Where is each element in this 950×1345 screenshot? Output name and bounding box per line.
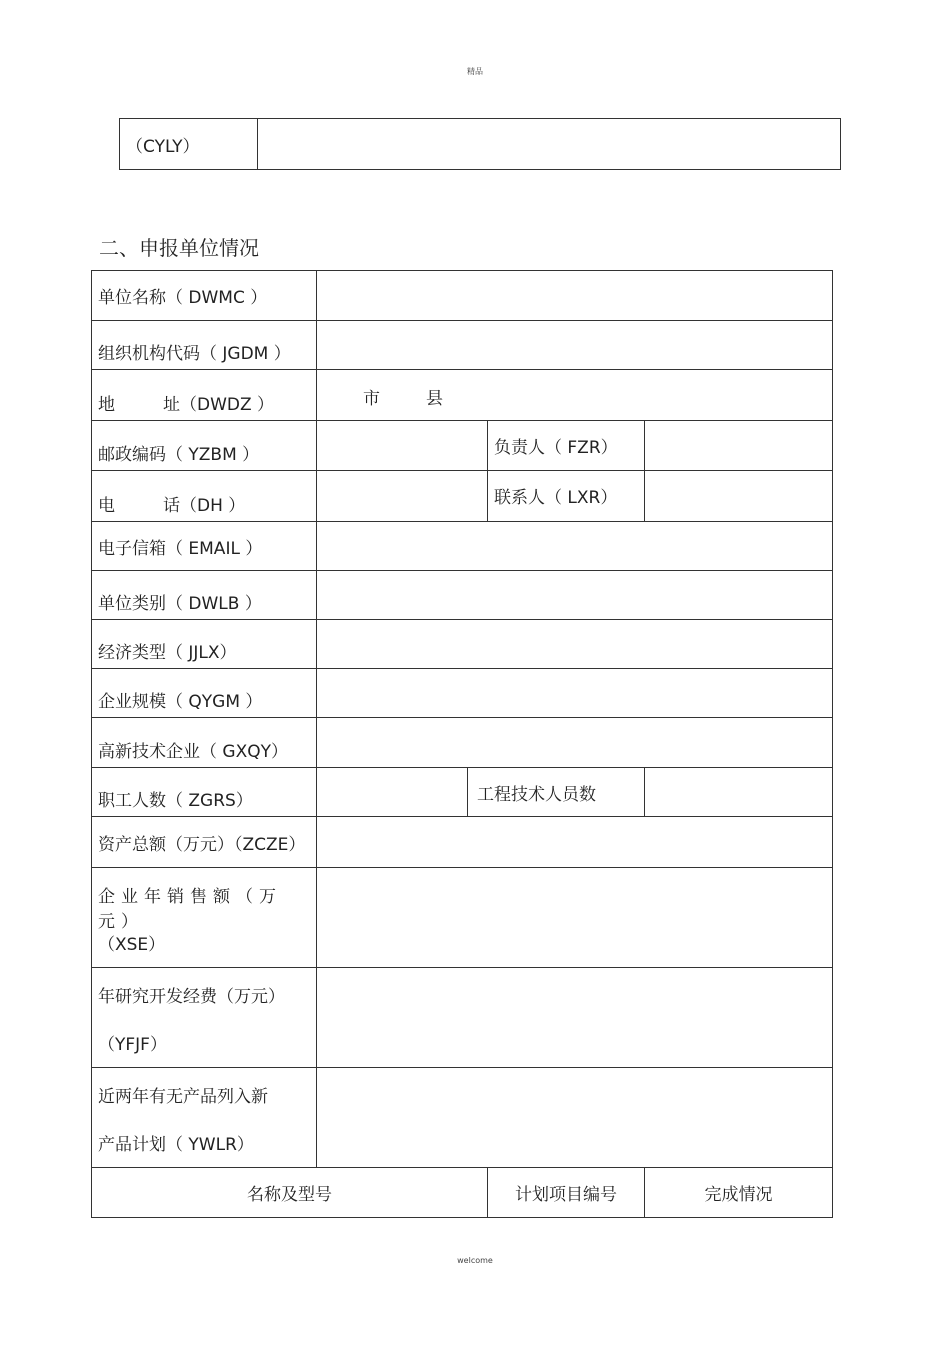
city-label: 市 [363, 389, 380, 409]
cyly-value[interactable] [258, 119, 841, 170]
top-table [119, 118, 841, 170]
jgdm-value[interactable] [317, 321, 833, 370]
qygm-value[interactable] [317, 669, 833, 718]
county-label: 县 [426, 389, 443, 409]
lxr-value[interactable] [645, 471, 833, 522]
zcze-value[interactable] [317, 817, 833, 868]
yfjf-label: 年研究开发经费（万元） （YFJF） [92, 968, 317, 1068]
dwlb-label: 单位类别（ DWLB ） [92, 571, 317, 620]
email-value[interactable] [317, 522, 833, 571]
gxqy-label: 高新技术企业（ GXQY） [92, 718, 317, 768]
dwmc-label: 单位名称（ DWMC ） [92, 271, 317, 321]
col-name-header: 名称及型号 [92, 1168, 488, 1218]
dwmc-value[interactable] [317, 271, 833, 321]
lxr-label: 联系人（ LXR） [488, 471, 645, 522]
dh-label: 电 话（DH ） [92, 471, 317, 522]
yzbm-value[interactable] [317, 421, 488, 471]
jjlx-label: 经济类型（ JJLX） [92, 620, 317, 669]
fzr-label: 负责人（ FZR） [488, 421, 645, 471]
row-zgrs [92, 768, 833, 817]
jgdm-label: 组织机构代码（ JGDM ） [92, 321, 317, 370]
row-ywlr [92, 1068, 833, 1168]
email-label: 电子信箱（ EMAIL ） [92, 522, 317, 571]
page-header-mark: 精品 [467, 67, 483, 76]
zgrs-value[interactable] [317, 768, 468, 817]
row-dwdz [92, 370, 833, 421]
yzbm-label: 邮政编码（ YZBM ） [92, 421, 317, 471]
row-yfjf [92, 968, 833, 1068]
jjlx-value[interactable] [317, 620, 833, 669]
row-jgdm [92, 321, 833, 370]
dwdz-value[interactable] [317, 370, 833, 421]
row-yzbm [92, 421, 833, 471]
row-email [92, 522, 833, 571]
zgrs-label: 职工人数（ ZGRS） [92, 768, 317, 817]
col-plan-header: 计划项目编号 [488, 1168, 645, 1218]
qygm-label: 企业规模（ QYGM ） [92, 669, 317, 718]
ywlr-label: 近两年有无产品列入新 产品计划（ YWLR） [92, 1068, 317, 1168]
row-dh [92, 471, 833, 522]
applicant-info-table [91, 270, 833, 1218]
ywlr-value[interactable] [317, 1068, 833, 1168]
xse-label: 企业年销售额（万元） （XSE） [92, 868, 317, 968]
section-title: 二、申报单位情况 [99, 236, 259, 260]
xse-value[interactable] [317, 868, 833, 968]
dwdz-label: 地 址（DWDZ ） [92, 370, 317, 421]
col-status-header: 完成情况 [645, 1168, 833, 1218]
gxqy-value[interactable] [317, 718, 833, 768]
dh-value[interactable] [317, 471, 488, 522]
row-zcze [92, 817, 833, 868]
row-xse [92, 868, 833, 968]
cyly-label: （CYLY） [120, 119, 258, 170]
row-product-header [92, 1168, 833, 1218]
zcze-label: 资产总额（万元）（ZCZE） [92, 817, 317, 868]
row-gxqy [92, 718, 833, 768]
row-qygm [92, 669, 833, 718]
yfjf-value[interactable] [317, 968, 833, 1068]
row-dwlb [92, 571, 833, 620]
gcjs-label: 工程技术人员数 [468, 768, 645, 817]
gcjs-value[interactable] [645, 768, 833, 817]
row-jjlx [92, 620, 833, 669]
page-footer-mark: welcome [457, 1256, 493, 1265]
dwlb-value[interactable] [317, 571, 833, 620]
fzr-value[interactable] [645, 421, 833, 471]
row-dwmc [92, 271, 833, 321]
